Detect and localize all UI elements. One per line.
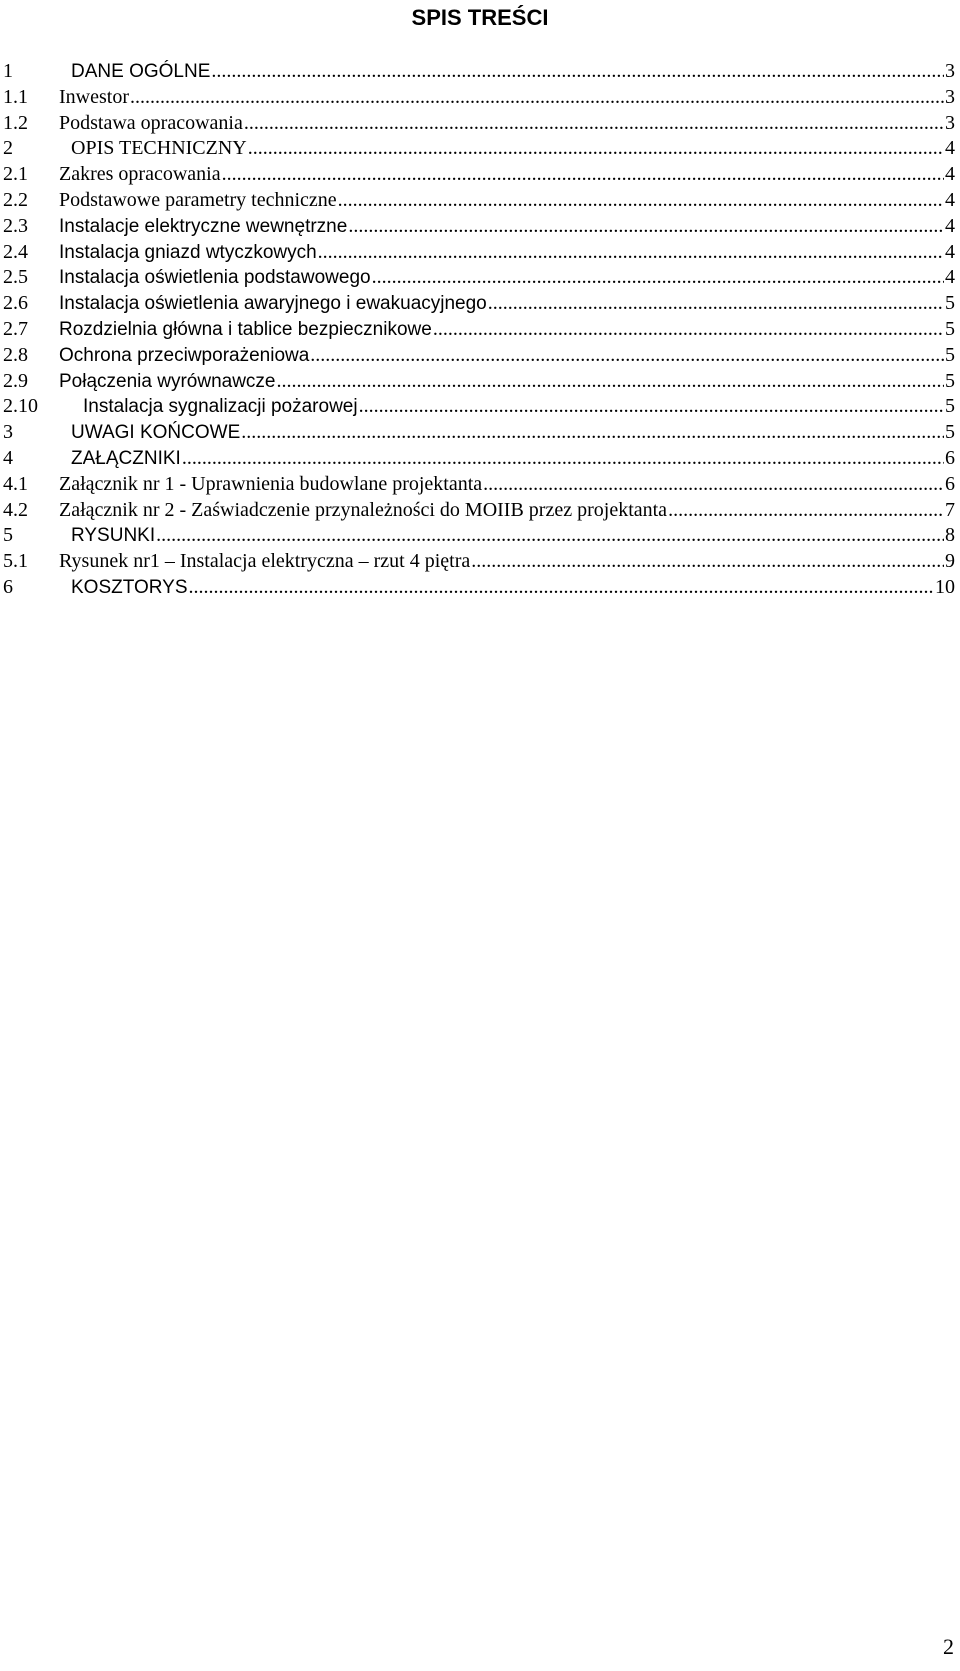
toc-entry-title: DANE OGÓLNE	[71, 61, 211, 82]
toc-entry-page: 5	[945, 421, 955, 444]
toc-entry-title: Ochrona przeciwporażeniowa	[59, 344, 310, 366]
toc-entry-number: 4.1	[3, 472, 28, 495]
toc-entry-title: Podstawa opracowania	[59, 111, 243, 134]
toc-entry-page: 6	[945, 446, 955, 469]
toc-entry-title: KOSZTORYS	[71, 576, 188, 598]
toc-entry[interactable]	[3, 136, 955, 162]
toc-entry-number: 1.2	[3, 111, 28, 134]
toc-dot-leader	[241, 420, 944, 446]
toc-entry-page: 5	[945, 292, 955, 315]
toc-entry-title: Załącznik nr 1 - Uprawnienia budowlane projektanta	[59, 472, 483, 495]
toc-entry-number: 2	[3, 137, 13, 160]
toc-dot-leader	[668, 498, 944, 524]
page-number: 2	[943, 1634, 954, 1659]
toc-entry-number: 2.10	[3, 395, 38, 418]
toc-entry-number: 2.4	[3, 240, 28, 263]
toc-entry-number: 1.1	[3, 85, 28, 108]
toc-entry-number: 3	[3, 421, 13, 444]
toc-entry-page: 8	[945, 524, 955, 547]
toc-entry-title: OPIS TECHNICZNY	[71, 137, 247, 160]
toc-entry-page: 5	[945, 369, 955, 392]
toc-entry-title: UWAGI KOŃCOWE	[71, 422, 241, 444]
toc-entry-page: 4	[945, 188, 955, 211]
toc-dot-leader	[359, 394, 944, 420]
toc-entry-title: RYSUNKI	[71, 525, 156, 547]
toc-entry[interactable]	[3, 291, 955, 317]
toc-dot-leader	[182, 446, 944, 472]
page-title: SPIS TREŚCI	[411, 5, 549, 30]
toc-entry-page: 3	[945, 60, 955, 82]
toc-dot-leader	[222, 162, 944, 188]
toc-dot-leader	[248, 136, 944, 162]
toc-entry-number: 2.2	[3, 188, 28, 211]
toc-entry-title: Instalacja oświetlenia awaryjnego i ewakuacyjnego	[59, 293, 487, 315]
toc-dot-leader	[471, 549, 944, 575]
toc-entry-title: ZAŁĄCZNIKI	[71, 447, 181, 469]
toc-entry-page: 9	[945, 550, 955, 573]
toc-entry-page: 3	[945, 85, 955, 108]
toc-dot-leader	[211, 59, 944, 85]
toc-entry-page: 4	[945, 266, 955, 289]
toc-dot-leader	[433, 317, 944, 343]
toc-entry[interactable]	[3, 85, 955, 111]
toc-entry[interactable]	[3, 523, 955, 549]
toc-entry-page: 10	[935, 575, 955, 598]
toc-entry-number: 2.3	[3, 214, 28, 237]
toc-entry-page: 4	[945, 163, 955, 186]
toc-entry-title: Instalacja oświetlenia podstawowego	[59, 267, 371, 289]
toc-entry-number: 6	[3, 575, 13, 598]
toc-entry-title: Inwestor	[59, 85, 129, 108]
toc-entry-number: 1	[3, 60, 13, 82]
toc-entry[interactable]	[3, 240, 955, 266]
toc-entry[interactable]	[3, 188, 955, 214]
toc-entry-page: 4	[945, 137, 955, 160]
toc-entry-page: 7	[945, 498, 955, 521]
toc-entry[interactable]	[3, 446, 955, 472]
toc-entry-title: Zakres opracowania	[59, 163, 221, 186]
toc-entry-title: Instalacje elektryczne wewnętrzne	[59, 215, 348, 237]
toc-entry[interactable]	[3, 162, 955, 188]
toc-entry-page: 5	[945, 317, 955, 340]
toc-entry-number: 2.7	[3, 317, 28, 340]
toc-dot-leader	[488, 291, 944, 317]
toc-entry-page: 5	[945, 343, 955, 366]
toc-entry-title: Rozdzielnia główna i tablice bezpiecznikowe	[59, 318, 432, 340]
toc-entry-page: 6	[945, 472, 955, 495]
toc-entry[interactable]	[3, 265, 955, 291]
toc-entry[interactable]	[3, 317, 955, 343]
toc-entry[interactable]	[3, 214, 955, 240]
toc-entry[interactable]	[3, 472, 955, 498]
toc-entry-number: 5	[3, 524, 13, 547]
toc-dot-leader	[277, 369, 945, 395]
toc-dot-leader	[338, 188, 944, 214]
table-of-contents	[3, 59, 955, 601]
toc-dot-leader	[130, 85, 944, 111]
toc-dot-leader	[483, 472, 944, 498]
toc-entry-title: Instalacja sygnalizacji pożarowej	[83, 396, 358, 418]
toc-entry[interactable]	[3, 59, 955, 85]
toc-dot-leader	[156, 523, 944, 549]
toc-entry-title: Instalacja gniazd wtyczkowych	[59, 241, 317, 263]
toc-dot-leader	[310, 343, 944, 369]
toc-entry-number: 2.8	[3, 343, 28, 366]
toc-entry-page: 5	[945, 395, 955, 418]
toc-entry-title: Podstawowe parametry techniczne	[59, 188, 337, 211]
toc-entry-title: Rysunek nr1 – Instalacja elektryczna – rzut 4 piętra	[59, 550, 471, 573]
toc-entry[interactable]	[3, 394, 955, 420]
toc-entry[interactable]	[3, 343, 955, 369]
toc-entry-page: 3	[945, 111, 955, 134]
toc-entry-page: 4	[945, 240, 955, 263]
toc-entry[interactable]	[3, 575, 955, 601]
toc-entry-number: 2.5	[3, 266, 28, 289]
toc-entry-number: 5.1	[3, 550, 28, 573]
toc-entry[interactable]	[3, 369, 955, 395]
toc-entry-number: 2.9	[3, 369, 28, 392]
toc-dot-leader	[318, 240, 944, 266]
toc-entry[interactable]	[3, 111, 955, 137]
toc-dot-leader	[372, 265, 944, 291]
toc-dot-leader	[244, 111, 944, 137]
toc-entry-number: 4.2	[3, 498, 28, 521]
toc-entry-title: Załącznik nr 2 - Zaświadczenie przynależności do MOIIB przez projektanta	[59, 498, 668, 521]
toc-entry-number: 2.1	[3, 163, 28, 186]
toc-entry-number: 4	[3, 446, 13, 469]
toc-entry[interactable]	[3, 498, 955, 524]
toc-dot-leader	[189, 575, 935, 601]
toc-entry-title: Połączenia wyrównawcze	[59, 370, 276, 392]
toc-entry[interactable]	[3, 420, 955, 446]
toc-dot-leader	[348, 214, 944, 240]
toc-entry-page: 4	[945, 214, 955, 237]
toc-entry[interactable]	[3, 549, 955, 575]
toc-entry-number: 2.6	[3, 292, 28, 315]
